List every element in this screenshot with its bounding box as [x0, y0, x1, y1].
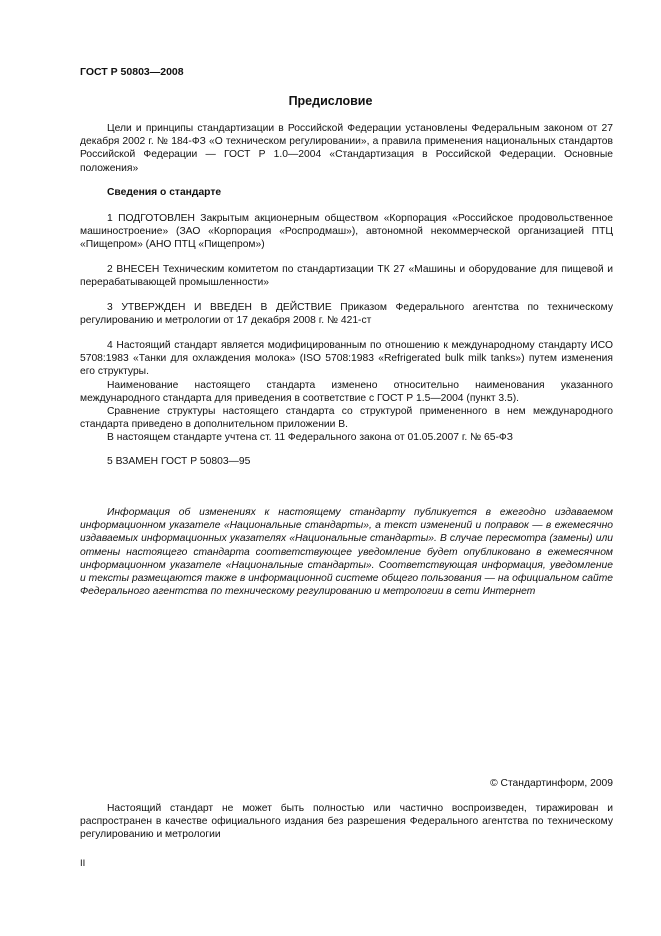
item-4-paragraph-2: Наименование настоящего стандарта изменено относительно наименования указанного международного стандарта для приведения в соответствие с ГОСТ Р 1.5—2004 (пункт 3.5).	[80, 379, 613, 404]
rights-paragraph: Настоящий стандарт не может быть полностью или частично воспроизведен, тиражирован и распространен в качестве официального издания без разрешения Федерального агентства по техническому регулированию и метрологии	[80, 803, 613, 841]
subheading-section	[80, 186, 613, 199]
standard-code: ГОСТ Р 50803—2008	[80, 66, 184, 78]
page-title: Предисловие	[288, 94, 373, 108]
copyright-line: © Стандартинформ, 2009	[490, 778, 613, 789]
item-5: 5 ВЗАМЕН ГОСТ Р 50803—95	[107, 456, 251, 467]
page-number: II	[80, 858, 86, 869]
item-2: 2 ВНЕСЕН Техническим комитетом по стандартизации ТК 27 «Машины и оборудование для пищевой и перерабатывающей промышленности»	[80, 264, 613, 289]
intro-paragraph: Цели и принципы стандартизации в Российской Федерации установлены Федеральным законом от 27 декабря 2002 г. № 184-ФЗ «О техническом регулировании», а правила применения национальных стандартов Российской Федерации — ГОСТ Р 1.0—2004 «Стандартизация в Российской Федерации. Основные положения»	[80, 123, 613, 174]
item-1: 1 ПОДГОТОВЛЕН Закрытым акционерным обществом «Корпорация «Российское продовольственное машиностроение» (ЗАО «Корпорация «Роспродмаш»), автономной некоммерческой организацией ПТЦ «Пищепром» (АНО ПТЦ «Пищепром»)	[80, 213, 613, 251]
item-4-paragraph-4: В настоящем стандарте учтена ст. 11 Федерального закона от 01.05.2007 г. № 65-ФЗ	[107, 432, 513, 444]
subheading: Сведения о стандарте	[107, 187, 222, 198]
intro-section	[80, 122, 613, 175]
notice-paragraph: Информация об изменениях к настоящему стандарту публикуется в ежегодно издаваемом информационном указателе «Национальные стандарты», а текст изменений и поправок — в ежемесячно издаваемых информационных указателях «Национальные стандарты». В случае пересмотра (замены) или отмены настоящего стандарта соответствующее уведомление будет опубликовано в ежемесячном информационном указателе «Национальные стандарты». Соответствующая информация, уведомление и тексты размещаются также в информационной системе общего пользования — на официальном сайте Федерального агентства по техническому регулированию и метрологии в сети Интернет	[80, 507, 613, 598]
rights-section	[80, 802, 613, 842]
item-5-section	[80, 455, 613, 468]
item-3: 3 УТВЕРЖДЕН И ВВЕДЕН В ДЕЙСТВИЕ Приказом Федерального агентства по техническому регулированию и метрологии от 17 декабря 2008 г. № 421-ст	[80, 302, 613, 327]
item-3-section	[80, 301, 613, 327]
item-1-section	[80, 212, 613, 252]
item-4-section	[80, 339, 613, 445]
notice-section	[80, 506, 613, 598]
item-4-paragraph-1: 4 Настоящий стандарт является модифицированным по отношению к международному стандарту ИСО 5708:1983 «Танки для охлаждения молока» (ISO 5708:1983 «Refrigerated bulk milk tanks») путем изменения его структуры.	[80, 340, 613, 378]
item-4-paragraph-3: Сравнение структуры настоящего стандарта со структурой примененного в нем международного стандарта приведено в дополнительном приложении В.	[80, 406, 613, 431]
item-2-section	[80, 263, 613, 289]
